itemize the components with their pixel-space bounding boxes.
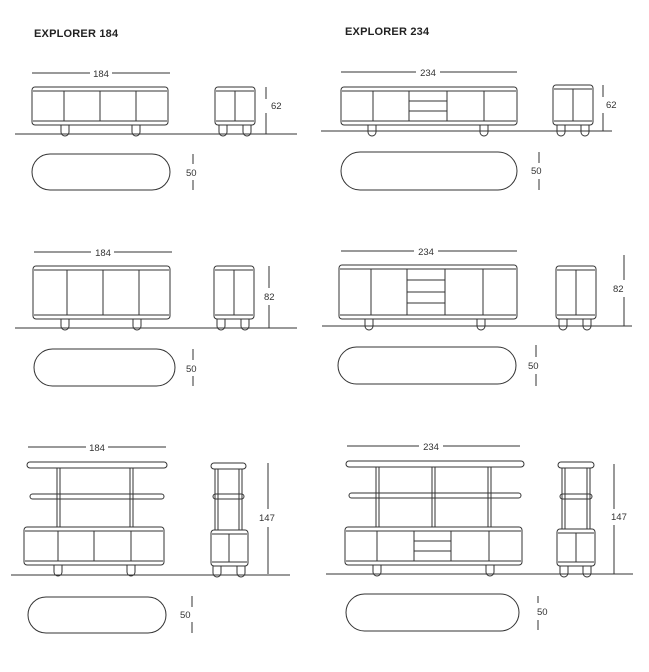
width-label-234-tall: 234 (418, 247, 434, 258)
top-view-234-shelving (346, 594, 519, 631)
height-label-184-low: 62 (271, 101, 282, 112)
side-view-184-shelving (211, 463, 248, 577)
title-explorer-184: EXPLORER 184 (34, 28, 119, 40)
depth-label-234-low: 50 (531, 166, 542, 177)
side-view-234-low (553, 85, 593, 136)
height-label-234-low: 62 (606, 100, 617, 111)
front-view-234-low (341, 87, 517, 136)
depth-label-184-tall: 50 (186, 364, 197, 375)
dimension-labels (89, 68, 627, 621)
side-view-184-low (215, 87, 255, 136)
top-view-184-shelving (28, 597, 166, 633)
height-label-184-shelving: 147 (259, 513, 275, 524)
width-label-234-shelving: 234 (423, 442, 439, 453)
depth-label-234-tall: 50 (528, 361, 539, 372)
top-view-234-low (341, 152, 517, 190)
depth-label-184-low: 50 (186, 168, 197, 179)
top-view-234-tall (338, 347, 516, 384)
title-explorer-234: EXPLORER 234 (345, 26, 430, 38)
height-label-184-tall: 82 (264, 292, 275, 303)
front-view-234-shelving (345, 461, 524, 576)
front-view-184-low (32, 87, 168, 136)
height-label-234-tall: 82 (613, 284, 624, 295)
depth-label-184-shelving: 50 (180, 610, 191, 621)
width-label-234-low: 234 (420, 68, 436, 79)
top-view-184-tall (34, 349, 175, 386)
width-label-184-low: 184 (93, 69, 109, 80)
front-view-184-tall (33, 266, 170, 330)
front-view-234-tall (339, 265, 517, 330)
width-label-184-shelving: 184 (89, 443, 105, 454)
width-label-184-tall: 184 (95, 248, 111, 259)
front-view-184-shelving (24, 462, 167, 576)
side-view-184-tall (214, 266, 254, 330)
side-view-234-tall (556, 266, 596, 330)
side-view-234-shelving (557, 462, 595, 577)
height-label-234-shelving: 147 (611, 512, 627, 523)
top-view-184-low (32, 154, 170, 190)
depth-label-234-shelving: 50 (537, 607, 548, 618)
